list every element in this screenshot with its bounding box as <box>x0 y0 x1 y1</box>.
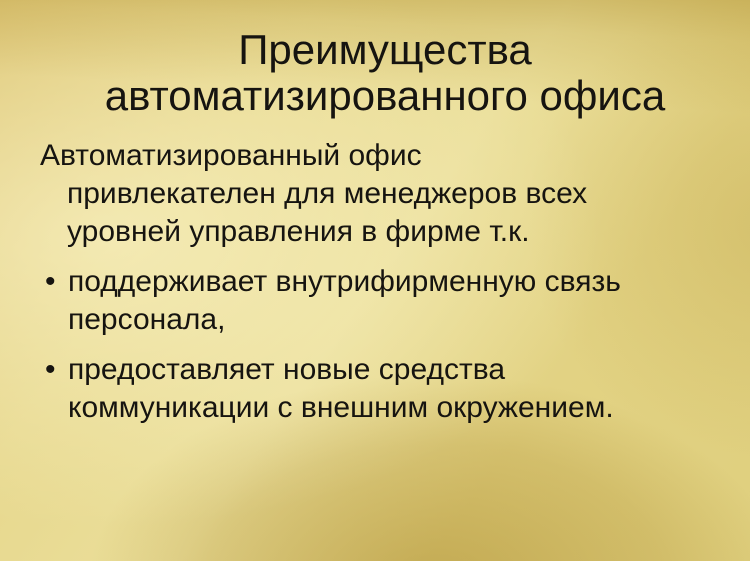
list-item <box>40 263 750 339</box>
bullet-icon: • <box>45 353 56 386</box>
slide-body <box>40 137 750 427</box>
bullet-text: поддерживает внутрифирменную связь персонала, <box>68 265 621 336</box>
bullet-text: предоставляет новые средства коммуникации с внешним окружением. <box>68 353 614 424</box>
slide-title: Преимущества автоматизированного офиса <box>104 26 666 119</box>
intro-paragraph: Автоматизированный офис привлекателен для менеджеров всех уровней управления в фирме т.к. <box>40 139 588 248</box>
list-item <box>40 351 750 427</box>
bullet-icon: • <box>45 265 56 298</box>
bullet-list <box>40 263 750 427</box>
